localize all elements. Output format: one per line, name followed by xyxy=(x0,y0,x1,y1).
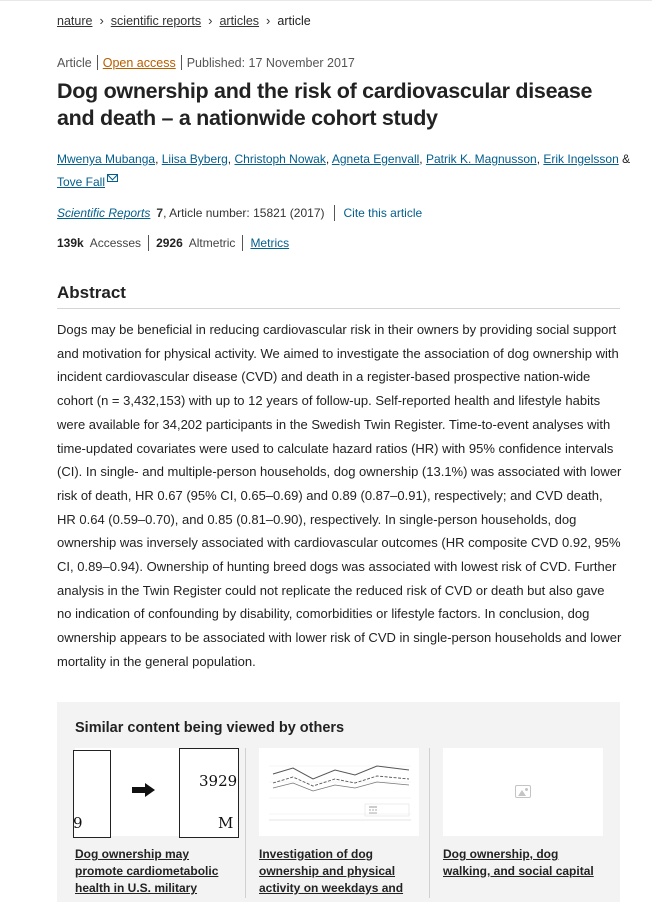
card-divider xyxy=(245,748,246,898)
altmetric-label: Altmetric xyxy=(188,236,236,250)
line-chart-thumbnail xyxy=(259,748,419,836)
divider xyxy=(181,55,182,70)
breadcrumb xyxy=(57,13,311,28)
top-border xyxy=(0,0,652,1)
similar-card[interactable] xyxy=(259,748,419,897)
similar-card[interactable] xyxy=(443,748,603,880)
divider xyxy=(242,235,243,251)
divider xyxy=(148,235,149,251)
accesses-label: Accesses xyxy=(89,236,142,250)
author-link[interactable]: Patrik K. Magnusson xyxy=(425,152,537,166)
arrow-right-icon xyxy=(132,787,146,793)
card-thumbnail[interactable] xyxy=(73,748,238,836)
abstract-text: Dogs may be beneficial in reducing cardiovascular risk in their owners by providing social support and motivation for physical activity. We aimed to investigate the association of dog ownership with incident cardiovascular disease (CVD) and death in a register-based prospective nation-wide cohort (n = 3,432,153) with up to 12 years of follow-up. Self-reported health and lifestyle habits were available for 34,202 participants in the Swedish Twin Register. Time-to-event analyses with time-updated covariates were used to calculate hazard ratios (HR) with 95% confidence intervals (CI). In single- and multiple-person households, dog ownership (13.1%) was associated with lower risk of death, HR 0.67 (95% CI, 0.65–0.69) and 0.89 (0.87–0.91), respectively; and CVD death, HR 0.64 (0.59–0.70), and 0.85 (0.81–0.90), respectively. In single-person households, dog ownership was inversely associated with cardiovascular outcomes (HR composite CVD 0.92, 95% CI, 0.89–0.94). Ownership of hunting breed dogs was associated with lowest risk of CVD. Further analysis in the Twin Register could not replicate the reduced risk of CVD or death but also gave no indication of confounding by disability, comorbidities or lifestyle factors. In conclusion, dog ownership appears to be associated with lower risk of CVD in single-person households and lower mortality in the general population. xyxy=(57,322,622,669)
author-link[interactable]: Agneta Egenvall xyxy=(331,152,420,166)
breadcrumb-current: article xyxy=(277,13,311,28)
similar-card-title[interactable]: Dog ownership may promote cardiometabolic health in U.S. military xyxy=(75,847,219,895)
chevron-right-icon: › xyxy=(208,13,213,28)
altmetric-count: 2926 xyxy=(156,236,183,250)
card-thumbnail[interactable] xyxy=(443,748,603,836)
cite-this-article-link[interactable]: Cite this article xyxy=(343,206,423,220)
breadcrumb-nature[interactable]: nature xyxy=(57,13,93,28)
volume: 7 xyxy=(156,206,164,220)
article-type: Article xyxy=(57,55,92,70)
similar-card[interactable] xyxy=(73,748,238,897)
journal-link[interactable]: Scientific Reports xyxy=(57,206,151,220)
thumb-text: 3929 xyxy=(199,772,238,790)
divider xyxy=(97,55,98,70)
image-placeholder-icon xyxy=(515,785,531,798)
chevron-right-icon: › xyxy=(266,13,271,28)
author-link-corresponding[interactable]: Tove Fall xyxy=(57,175,106,189)
breadcrumb-articles[interactable]: articles xyxy=(219,13,260,28)
open-access-link[interactable]: Open access xyxy=(102,55,176,70)
similar-content-panel xyxy=(57,702,620,902)
citation-row xyxy=(57,205,422,221)
article-number: , Article number: 15821 (2017) xyxy=(163,206,325,220)
similar-card-title[interactable]: Investigation of dog ownership and physical activity on weekdays and xyxy=(259,847,404,895)
card-divider xyxy=(429,748,430,898)
author-link[interactable]: Mwenya Mubanga xyxy=(57,152,156,166)
card-thumbnail[interactable] xyxy=(259,748,419,836)
author-and: & xyxy=(622,152,631,166)
accesses-count: 139k xyxy=(57,236,84,250)
thumb-text: 9 xyxy=(73,814,83,832)
article-title: Dog ownership and the risk of cardiovascular disease and death – a nationwide cohort study xyxy=(57,79,593,130)
breadcrumb-scientific-reports[interactable]: scientific reports xyxy=(110,13,202,28)
thumb-text: M xyxy=(218,814,234,832)
author-link[interactable]: Christoph Nowak xyxy=(234,152,326,166)
published-date: Published: 17 November 2017 xyxy=(186,55,355,70)
article-meta xyxy=(57,55,355,70)
arrow-right-icon xyxy=(145,783,155,797)
chevron-right-icon: › xyxy=(99,13,104,28)
similar-card-title[interactable]: Dog ownership, dog walking, and social capital xyxy=(443,847,594,878)
similar-content-heading: Similar content being viewed by others xyxy=(75,720,345,736)
abstract-heading: Abstract xyxy=(57,283,126,302)
author-list: Mwenya Mubanga, Liisa Byberg, Christoph Nowak, Agneta Egenvall, Patrik K. Magnusson, Erik Ingelsson & Tove Fall xyxy=(57,152,631,189)
author-link[interactable]: Erik Ingelsson xyxy=(543,152,619,166)
divider xyxy=(334,205,335,221)
metrics-row xyxy=(57,235,289,251)
email-icon[interactable] xyxy=(107,174,118,182)
section-divider xyxy=(57,308,620,309)
author-link[interactable]: Liisa Byberg xyxy=(161,152,228,166)
metrics-link[interactable]: Metrics xyxy=(250,236,290,250)
